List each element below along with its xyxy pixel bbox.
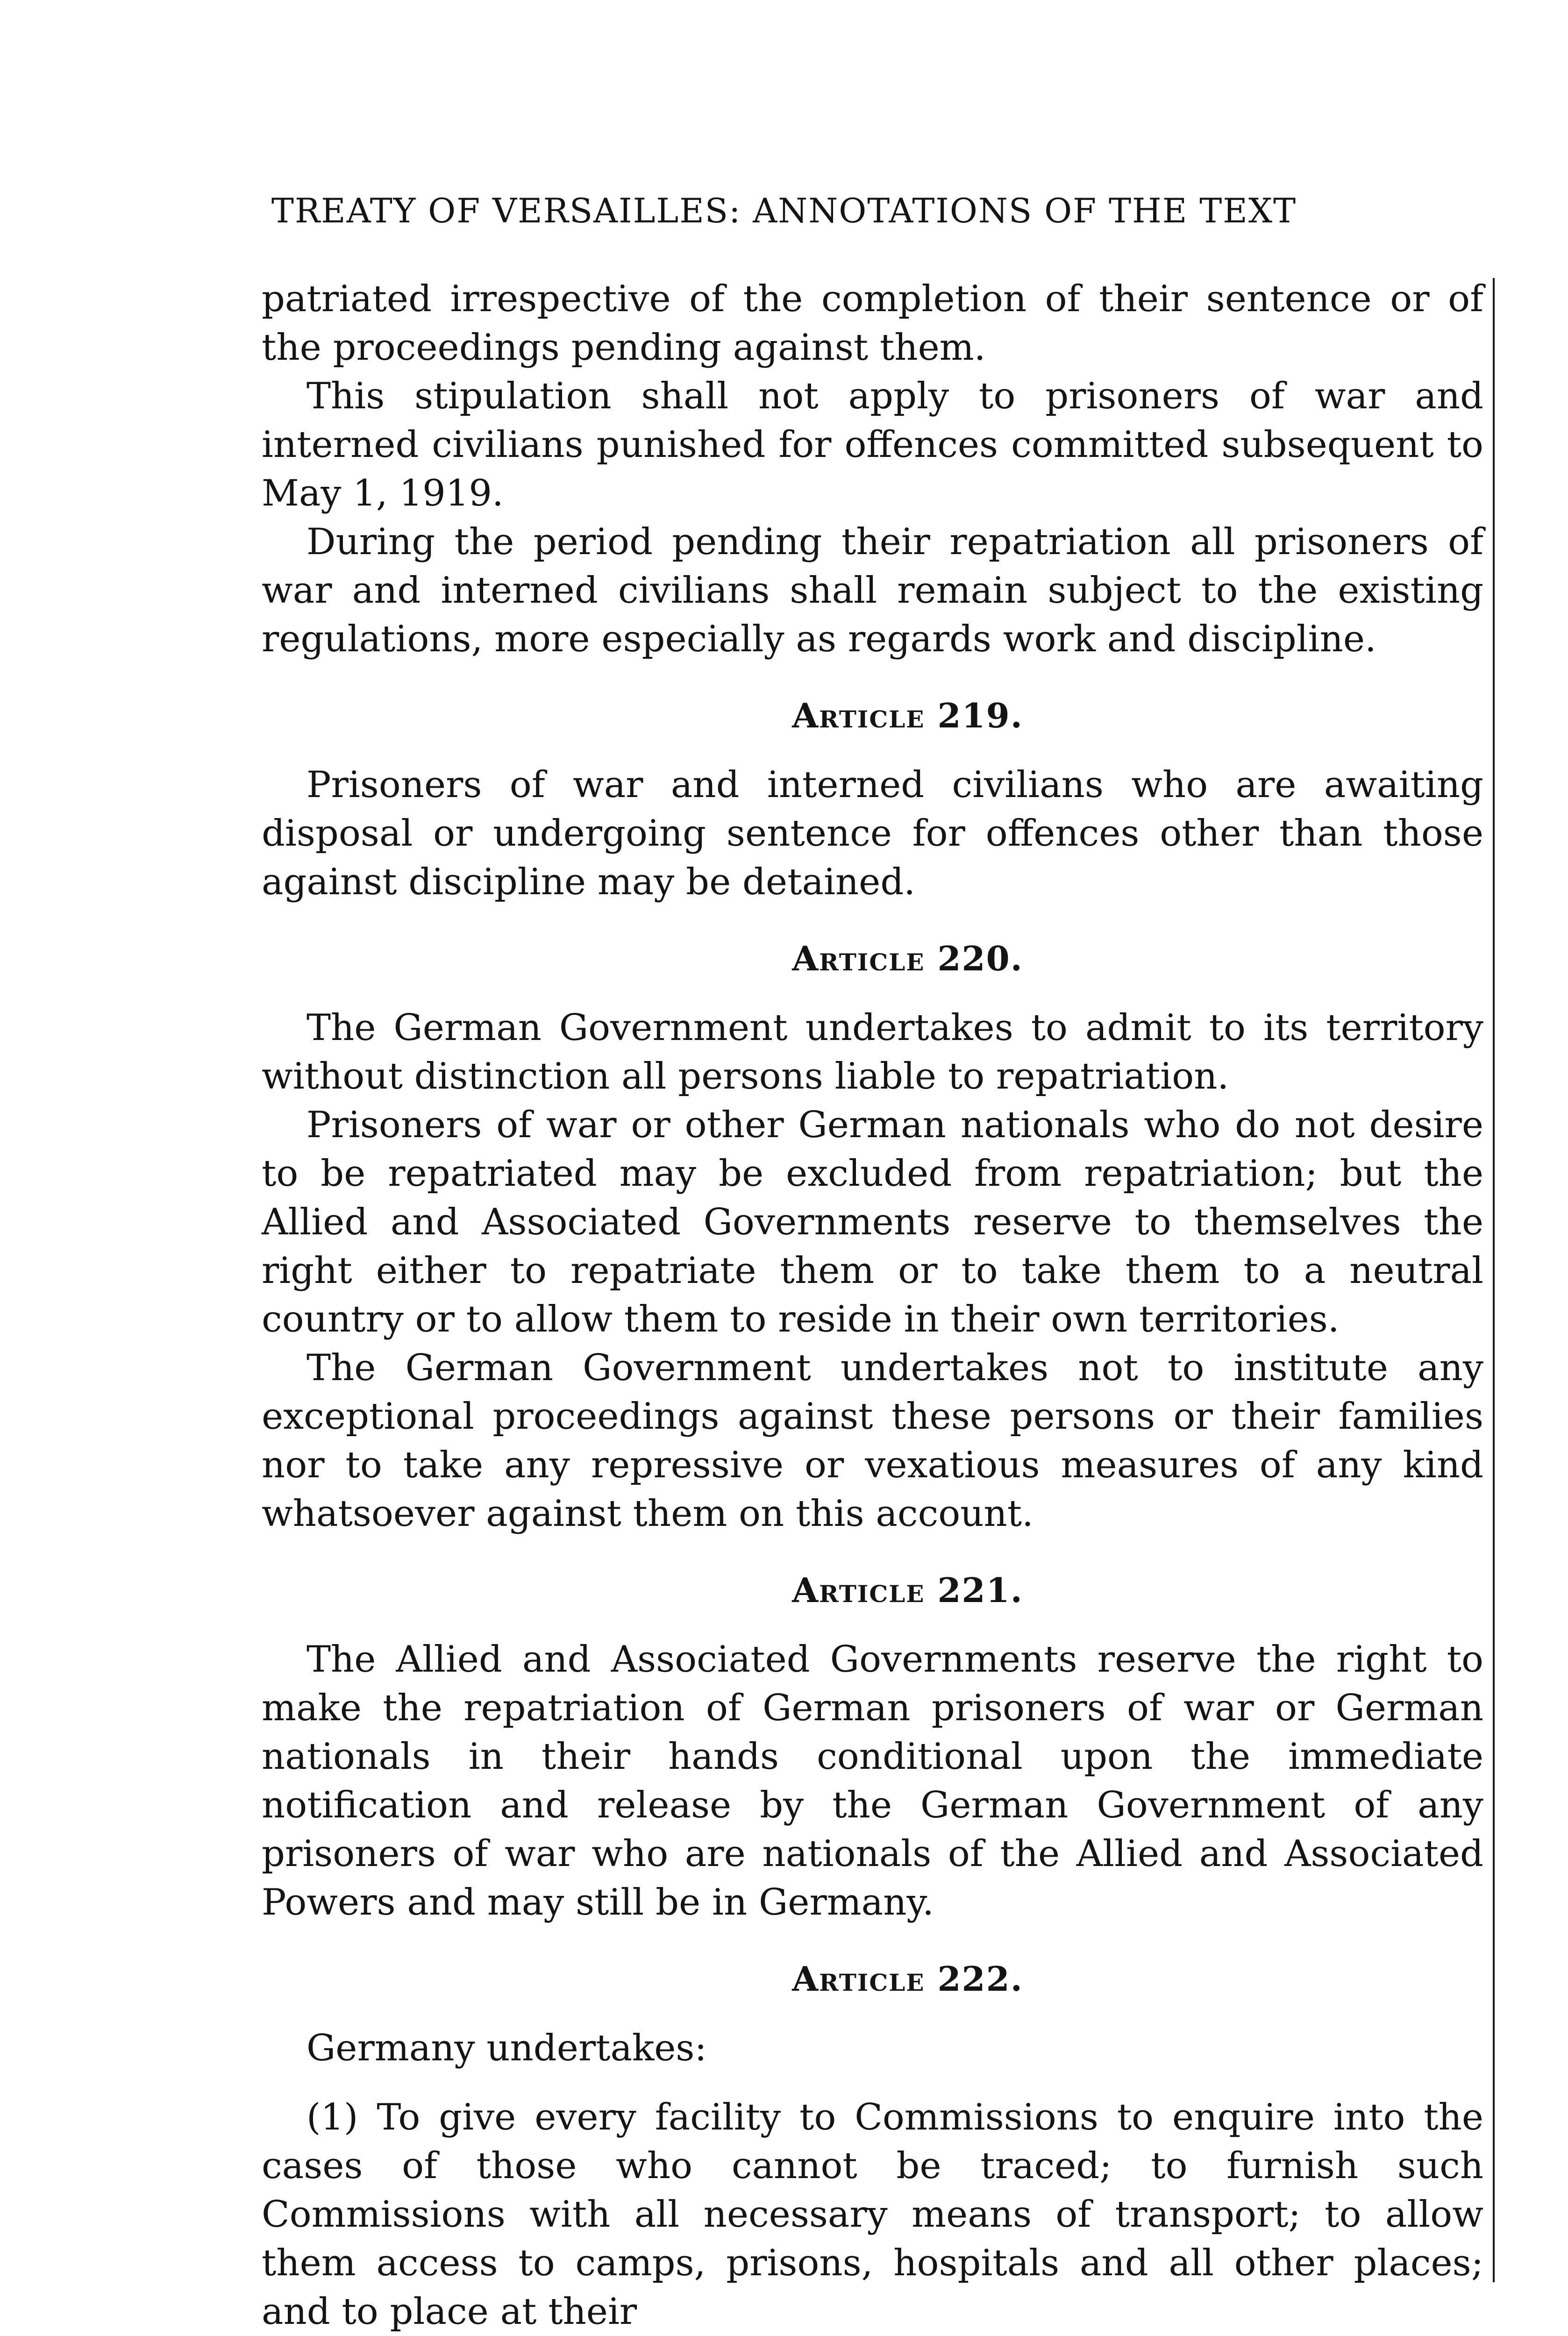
text-column <box>262 275 1483 2336</box>
paragraph: Germany undertakes: <box>306 2027 707 2069</box>
paragraph: The German Government undertakes not to institute any exceptional proceedings against these persons or their families nor to take any repressive or vexatious measures of any kind whatsoever against them on this account. <box>262 1347 1483 1535</box>
paragraph: patriated irrespective of the completion of their sentence or of the proceedings pending against them. <box>262 278 1483 369</box>
article-heading-220: Article 220. <box>792 939 1023 978</box>
article-heading-219: Article 219. <box>792 696 1023 735</box>
paragraph: During the period pending their repatriation all prisoners of war and interned civilians shall remain subject to the existing regulations, more especially as regards work and discipline. <box>262 521 1483 660</box>
running-head: TREATY OF VERSAILLES: ANNOTATIONS OF THE TEXT <box>271 191 1297 230</box>
paragraph: (1) To give every facility to Commissions to enquire into the cases of those who cannot be traced; to furnish such Commissions with all necessary means of transport; to allow them access to camps, prisons, hospitals and all other places; and to place at their <box>262 2096 1483 2333</box>
article-heading-221: Article 221. <box>792 1570 1023 1610</box>
paragraph: Prisoners of war or other German nationals who do not desire to be repatriated may be excluded from repatriation; but the Allied and Associated Governments reserve to themselves the right either to repatriate them or to take them to a neutral country or to allow them to reside in their own territories. <box>262 1104 1483 1340</box>
paragraph: Prisoners of war and interned civilians who are awaiting disposal or undergoing sentence for offences other than those against discipline may be detained. <box>262 764 1483 903</box>
paragraph: The Allied and Associated Governments reserve the right to make the repatriation of German prisoners of war or German nationals in their hands conditional upon the immediate notification and release by the German Government of any prisoners of war who are nationals of the Allied and Associated Powers and may still be in Germany. <box>262 1638 1483 1923</box>
article-heading-222: Article 222. <box>792 1959 1023 1999</box>
paragraph: This stipulation shall not apply to prisoners of war and interned civilians punished for offences committed subsequent to May 1, 1919. <box>262 375 1483 514</box>
paragraph: The German Government undertakes to admit to its territory without distinction all persons liable to repatriation. <box>262 1007 1483 1097</box>
column-rule <box>1493 278 1495 2282</box>
